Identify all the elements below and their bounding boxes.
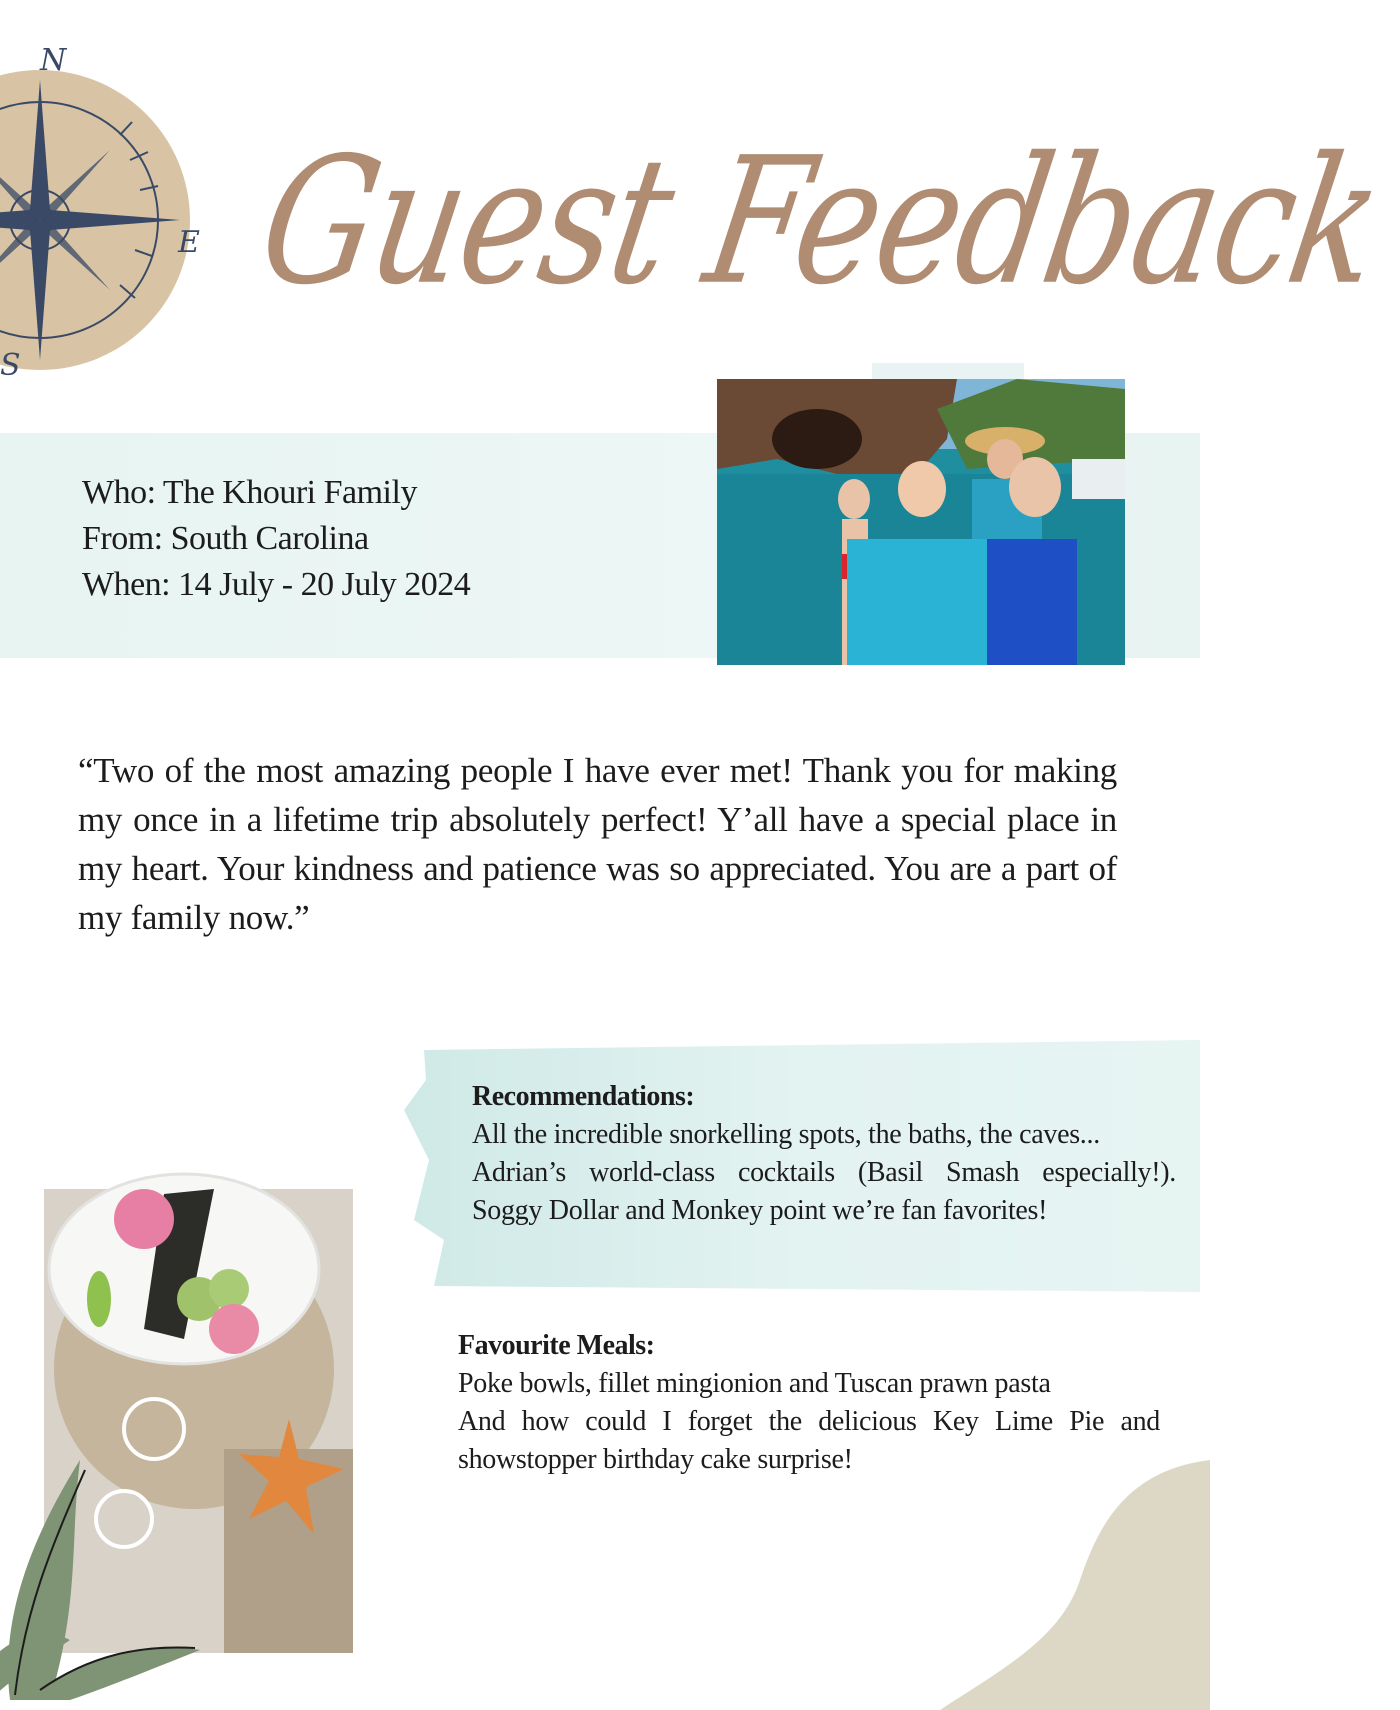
svg-text:E: E xyxy=(178,225,200,260)
meals-heading: Favourite Meals: xyxy=(458,1330,655,1361)
sand-wave-decoration xyxy=(880,1460,1210,1710)
guest-who: Who: The Khouri Family xyxy=(82,474,417,511)
page-title: Guest Feedback xyxy=(247,120,1394,325)
svg-text:N: N xyxy=(40,43,67,78)
svg-text:S: S xyxy=(0,348,21,383)
guest-info xyxy=(82,470,642,608)
recommendations-heading: Recommendations: xyxy=(472,1081,695,1112)
meal-line: And how could I forget the delicious Key Lime Pie and xyxy=(458,1406,1160,1437)
leaf-icon xyxy=(0,1400,230,1700)
guest-quote: “Two of the most amazing people I have ever met! Thank you for making my once in a lifetime trip absolutely perfect! Y’all have a special place in my heart. Your kindness and patience was so appreciated. You are a part of my family now.” xyxy=(78,751,1117,937)
recommendations xyxy=(472,1078,1176,1230)
meal-line: showstopper birthday cake surprise! xyxy=(458,1444,853,1475)
compass-rose-icon xyxy=(0,40,220,383)
family-photo xyxy=(717,379,1125,665)
favourite-meals xyxy=(458,1327,1160,1479)
recommendation-line: All the incredible snorkelling spots, the baths, the caves... xyxy=(472,1119,1100,1150)
guest-when: When: 14 July - 20 July 2024 xyxy=(82,566,471,603)
recommendation-line: Soggy Dollar and Monkey point we’re fan favorites! xyxy=(472,1195,1048,1226)
meal-line: Poke bowls, fillet mingionion and Tuscan prawn pasta xyxy=(458,1368,1051,1399)
guest-from: From: South Carolina xyxy=(82,520,369,557)
recommendation-line: Adrian’s world-class cocktails (Basil Smash especially!). xyxy=(472,1157,1176,1188)
